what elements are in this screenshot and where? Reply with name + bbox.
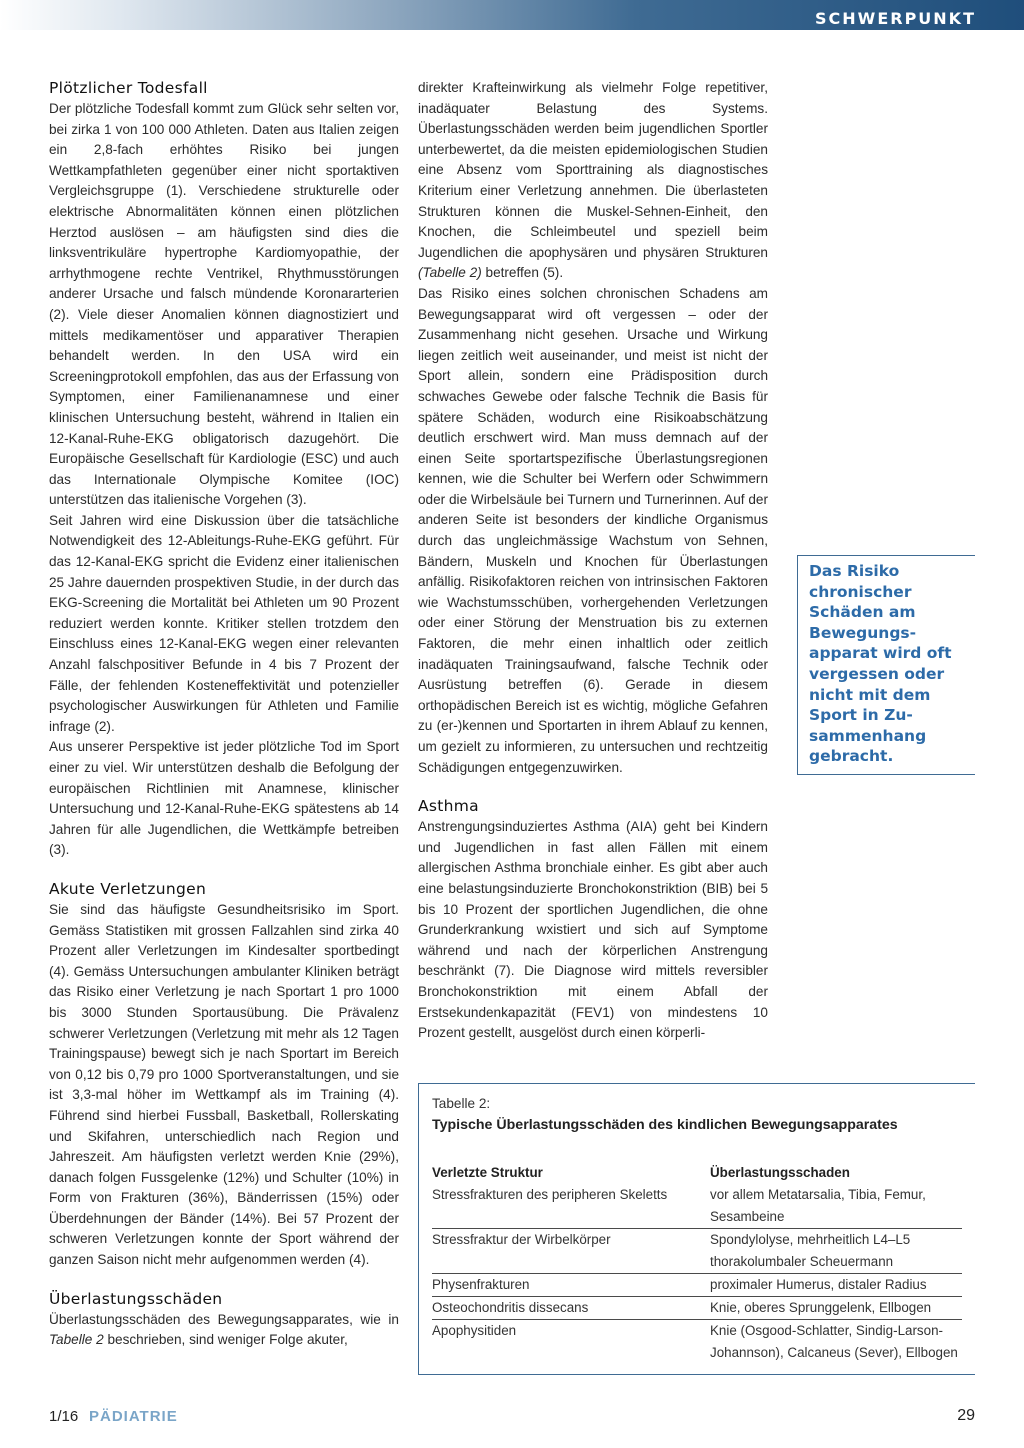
paragraph: Seit Jahren wird eine Diskussion über die tatsächliche Notwendigkeit des 12-Ableitungs-Ruhe-EKG geführt. Für das 12-Kanal-EKG spricht die Evidenz einer italienischen 25 Jahre dauernden prospektiven Studie, in der durch das EKG-Screening die Mortalität bei Athleten um 90 Prozent reduziert werden konnte. Kritiker stellen trotzdem den Einschluss eines 12-Kanal-EKG wegen einer relevanten Anzahl falschpositiver Befunde in 4 bis 7 Prozent der Fälle, der fehlenden Kosteneffektivität und potenzieller psychologischer Auswirkungen für Athleten und Familie infrage (2). bbox=[49, 512, 399, 734]
column-header: Überlastungsschaden bbox=[710, 1165, 850, 1180]
table-cell: Osteochondritis dissecans bbox=[432, 1297, 710, 1320]
paragraph-text: betreffen (5). bbox=[481, 265, 564, 281]
heading-akute-verletzungen: Akute Verletzungen bbox=[49, 879, 207, 898]
table-header-row bbox=[432, 1160, 962, 1184]
paragraph: Das Risiko eines solchen chronischen Schadens am Bewegungsapparat wird oft vergessen – oder der Zusammenhang nicht gesehen. Ursache und Wirkung liegen zeitlich weit auseinander, und meist ist nicht der Sport allein, sondern eine Prädisposition durch schwaches Gewebe oder falsche Technik die Basis für spätere Schäden, wodurch eine Risikoabschätzung deutlich erschwert wird. Man muss demnach auf der einen Seite sportartspezifische Überlastungsregionen kennen, wie die Schulter bei Werfern oder Schwimmern oder die Wirbelsäule bei Turnern und Turnerinnen. Auf der anderen Seite ist besonders der kindliche Organismus durch das ungleichmässige Wachstum von Sehnen, Bändern, Muskeln und Knochen für Überlastungen anfällig. Risikofaktoren reichen von intrinsischen Faktoren wie Wachstumsschüben, vorhergehenden Verletzungen oder einer Störung der Menstruation bis zu externen Faktoren, die mehr einen inhaltlich oder zeitlich inadäquaten Trainingsaufwand, falsche Technik oder Ausrüstung betreffen (6). Gerade in diesem orthopädischen Bereich ist es wichtig, mögliche Gefahren zu (er-)kennen und Sportarten in ihrem Ablauf zu kennen, um gezielt zu informieren, zu untersuchen und rechtzeitig Schädigungen entgegenzuwirken. bbox=[418, 285, 768, 775]
heading-ploetzlicher-todesfall: Plötzlicher Todesfall bbox=[49, 79, 208, 97]
table-row bbox=[432, 1320, 962, 1365]
table-reference: (Tabelle 2) bbox=[418, 265, 482, 281]
table-cell: Physenfrakturen bbox=[432, 1274, 710, 1297]
table-cell: Knie, oberes Sprunggelenk, Ellbogen bbox=[710, 1297, 962, 1320]
table-cell: Spondylolyse, mehrheitlich L4–L5 thorakolumbaler Scheuermann bbox=[710, 1229, 962, 1274]
table-row bbox=[432, 1229, 962, 1274]
paragraph bbox=[49, 1310, 399, 1351]
table-box bbox=[418, 1083, 975, 1375]
section-label: SCHWERPUNKT bbox=[815, 9, 976, 28]
table-cell: Knie (Osgood-Schlatter, Sindig-Larson-Johannson), Calcaneus (Sever), Ellbogen bbox=[710, 1323, 958, 1360]
paragraph: Aus unserer Perspektive ist jeder plötzliche Tod im Sport einer zu viel. Wir unterstützen deshalb die Befolgung der europäischen Richtlinien mit Anamnese, klinischer Untersuchung und 12-Kanal-Ruhe-EKG spätestens ab 14 Jahren für alle Jugendlichen, die Wettkämpfe betreiben (3). bbox=[49, 739, 399, 858]
pull-quote-box bbox=[797, 555, 975, 775]
left-column bbox=[49, 78, 399, 1351]
paragraph-text: Überlastungsschäden des Bewegungsapparates, wie in bbox=[49, 1311, 399, 1327]
paragraph: Sie sind das häufigste Gesundheitsrisiko im Sport. Gemäss Statistiken mit grossen Fallzahlen sind zirka 40 Prozent aller Verletzungen im Kindesalter sportbedingt (4). Gemäss Untersuchungen ambulanter Kliniken beträgt das Risiko einer Verletzung je nach Sportart 1 pro 1000 bis 3000 Stunden Sportausübung. Die Prävalenz schwerer Verletzungen (Verletzung mit mehr als 12 Tagen Trainingspause) bewegt sich je nach Sportart im Bereich von 0,12 bis 0,79 pro 1000 Sportveranstaltungen, und sie ist 3,3-mal höher im Wettkampf als im Training (4). Führend sind hierbei Fussball, Basketball, Rollerskating und Skifahren, unterschiedlich nach Region und Jahreszeit. Am häufigsten verletzt werden Knie (29%), danach folgen Fussgelenke (12%) und Schulter (10%) in Form von Frakturen (36%), Bänderrissen (15%) oder Überdehnungen der Bänder (14%). Bei 57 Prozent der schweren Verletzungen konnte der Sport während der ganzen Saison nicht mehr aufgenommen werden (4). bbox=[49, 901, 399, 1268]
paragraph bbox=[418, 78, 768, 284]
paragraph: Anstrengungsinduziertes Asthma (AIA) geht bei Kindern und Jugendlichen in fast allen Fällen mit einem allergischen Asthma bronchiale einher. Es gibt aber auch eine belastungsinduzierte Bronchokonstriktion (BIB) bei 5 bis 10 Prozent der sportlichen Jugendlichen, die ohne Grunderkrankung wxistiert und sich auf Symptome während und nach der körperlichen Anstrengung beschränkt (7). Die Diagnose wird mittels reversibler Bronchokonstriktion mit einem Abfall der Erstsekundenkapazität (FEV1) von mindestens 10 Prozent gestellt, ausgelöst durch einen körperli- bbox=[418, 819, 768, 1041]
paragraph: Der plötzliche Todesfall kommt zum Glück sehr selten vor, bei zirka 1 von 100 000 Athleten. Daten aus Italien zeigen ein 2,8-fach erhöhtes Risiko bei jungen Wettkampfathleten gegenüber einer nicht sportaktiven Vergleichsgruppe (1). Verschiedene strukturelle oder elektrische Abnormalitäten können einen plötzlichen Herztod auslösen – am häufigsten sind dies die linksventrikuläre hypertrophe Kardiomyopathie, der arrhythmogene rechte Ventrikel, Rhythmusstörungen anderer Ursache und falsch mündende Koronararterien (2). Viele dieser Anomalien können diagnostiziert und mittels medikamentöser und apparativer Therapien behandelt werden. In den USA wird ein Screeningprotokoll empfohlen, das aus der Erfassung von Symptomen, einer Familienanamnese und einer klinischen Untersuchung besteht, während in Italien ein 12-Kanal-Ruhe-EKG obligatorisch dazugehört. Die Europäische Gesellschaft für Kardiologie (ESC) und auch das Internationale Olympische Komitee (IOC) unterstützen das italienische Vorgehen (3). bbox=[49, 101, 399, 508]
paragraph-text: direkter Krafteinwirkung als vielmehr Folge repetitiver, inadäquater Belastung des Systems. Überlastungsschäden werden beim jugendlichen Sportler unterbewertet, da die meisten epidemiologischen Studien eine Absenz vom Sporttraining als diagnostisches Kriterium einer Verletzung annehmen. Die überlasteten Strukturen können die Muskel-Sehnen-Einheit, den Knochen, die Schleimbeutel und speziell beim Jugendlichen die apophysären und physären Strukturen bbox=[418, 80, 768, 260]
table-row bbox=[432, 1274, 962, 1297]
table-row bbox=[432, 1297, 962, 1320]
table-cell: Apophysitiden bbox=[432, 1323, 517, 1338]
table-reference: Tabelle 2 bbox=[49, 1332, 104, 1348]
table-cell: vor allem Metatarsalia, Tibia, Femur, Sesambeine bbox=[710, 1184, 962, 1229]
pull-quote-text: Das Risiko chronischer Schäden am Bewegungs-apparat wird oft vergessen oder nicht mit dem Sport in Zu-sammenhang gebracht. bbox=[809, 562, 952, 766]
heading-asthma: Asthma bbox=[418, 797, 479, 816]
table-cell: proximaler Humerus, distaler Radius bbox=[710, 1274, 962, 1297]
column-header: Verletzte Struktur bbox=[432, 1165, 543, 1180]
issue-number: 1/16 bbox=[49, 1408, 79, 1425]
table-title: Typische Überlastungsschäden des kindlichen Bewegungsapparates bbox=[432, 1117, 898, 1133]
page-number: 29 bbox=[957, 1407, 975, 1424]
table-cell: Stressfrakturen des peripheren Skeletts bbox=[432, 1184, 710, 1229]
header-band bbox=[0, 0, 1024, 30]
journal-logo: PÄDIATRIE bbox=[89, 1408, 178, 1425]
overload-table bbox=[432, 1160, 962, 1364]
table-caption: Tabelle 2: bbox=[432, 1096, 491, 1111]
table-row bbox=[432, 1184, 962, 1229]
heading-ueberlastungsschaeden: Überlastungsschäden bbox=[49, 1289, 223, 1308]
table-cell: Stressfraktur der Wirbelkörper bbox=[432, 1229, 710, 1274]
paragraph-text: beschrieben, sind weniger Folge akuter, bbox=[103, 1332, 348, 1348]
middle-column bbox=[418, 78, 768, 1044]
